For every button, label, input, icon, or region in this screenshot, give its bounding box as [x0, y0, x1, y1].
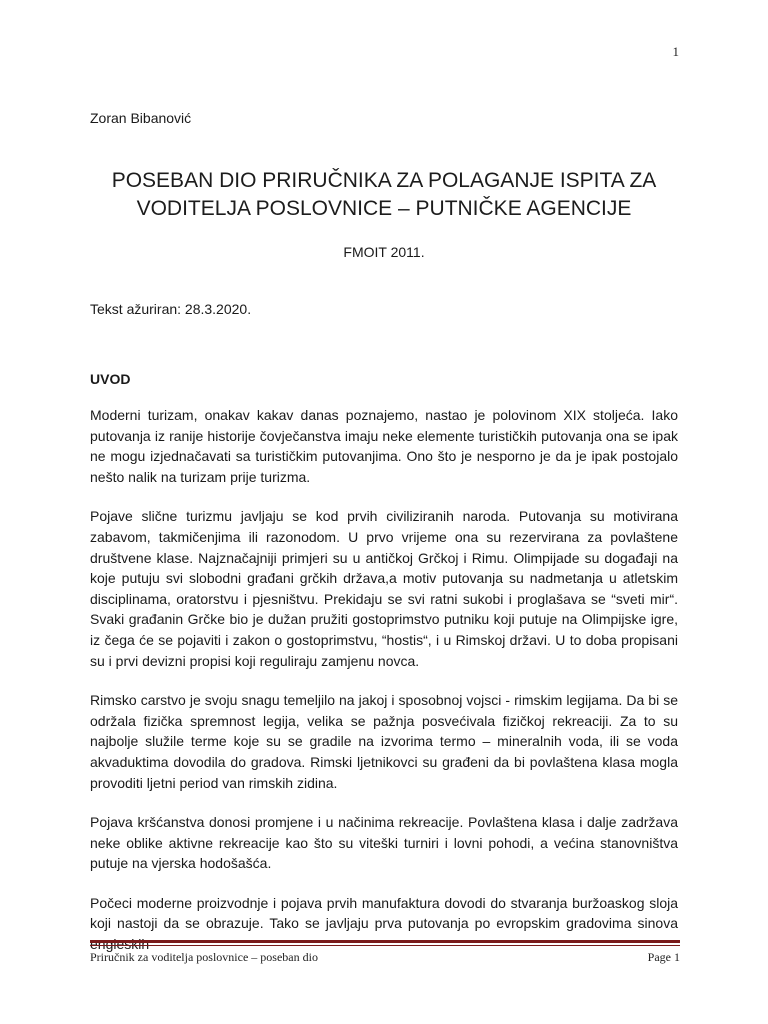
footer-title: Priručnik za voditelja poslovnice – poseban dio: [90, 950, 318, 964]
footer-rule-thin: [90, 945, 680, 946]
updated-date: Tekst ažuriran: 28.3.2020.: [90, 301, 252, 317]
section-heading: UVOD: [90, 371, 131, 387]
footer-rule-thick: [90, 940, 680, 943]
paragraph: Moderni turizam, onakav kakav danas poznajemo, nastao je polovinom XIX stoljeća. Iako putovanja iz ranije historije čovječanstva imaju neke elemente turističkih putovanja ona se ipak ne mogu izjednačavati sa turističkim putovanjima. Ono što je nesporno je da je ipak postojalo nešto nalik na turizam prije turizma.: [90, 407, 678, 485]
footer-page-label: Page 1: [647, 950, 680, 964]
document-title: POSEBAN DIO PRIRUČNIKA ZA POLAGANJE ISPITA ZA VODITELJA POSLOVNICE – PUTNIČKE AGENCIJE: [111, 169, 657, 220]
paragraph: Pojava kršćanstva donosi promjene i u načinima rekreacije. Povlaštena klasa i dalje zadržava neke oblike aktivne rekreacije kao što su viteški turniri i lovni pohodi, a većina stanovništva putuje na vjerska hodošašća.: [90, 814, 678, 872]
paragraph: Rimsko carstvo je svoju snagu temeljilo na jakoj i sposobnoj vojsci - rimskim legijama. Da bi se održala fizička spremnost legija, velika se pažnja posvećivala fizičkoj rekreaciji. Za to su najbolje služile terme koje su se gradile na izvorima termo – mineralnih voda, ili se voda akvaduktima dovodila do gradova. Rimski ljetnikovci su građeni da bi povlaštena klasa mogla provoditi ljetni period van rimskih zidina.: [90, 692, 678, 791]
body-text: [90, 405, 678, 955]
page-footer: [90, 950, 680, 965]
paragraph: Počeci moderne proizvodnje i pojava prvih manufaktura dovodi do stvaranja buržoaskog sloja koji nastoji da se obrazuje. Tako se javljaju prva putovanja po evropskim gradovima sinova: [90, 894, 678, 932]
paragraph: Pojave slične turizmu javljaju se kod prvih civiliziranih naroda. Putovanja su motivirana zabavom, takmičenjima ili razonodom. U prvo vrijeme ona su rezervirana za povlaštene društvene klase. Najznačajniji primjeri su u antičkoj Grčkoj i Rimu. Olimpijade su događaji na koje putuju svi slobodni građani grčkih država,a motiv putovanja su nadmetanja u atletskim disciplinama, oratorstvu i pjesništvu. Prekidaju se svi ratni sukobi i proglašava se “sveti mir“. Svaki građanin Grčke bio je dužan pružiti gostoprimstvo putniku koji putuje na Olimpijske igre, iz čega će se pojaviti i zakon o gostoprimstvu, “hostis“, i u Rimskoj državi. U to doba propisani su i prvi devizni propisi koji reguliraju zamjenu novca.: [90, 508, 678, 669]
page-number: 1: [672, 44, 679, 59]
document-subtitle: FMOIT 2011.: [343, 244, 425, 260]
author-name: Zoran Bibanović: [90, 110, 192, 126]
